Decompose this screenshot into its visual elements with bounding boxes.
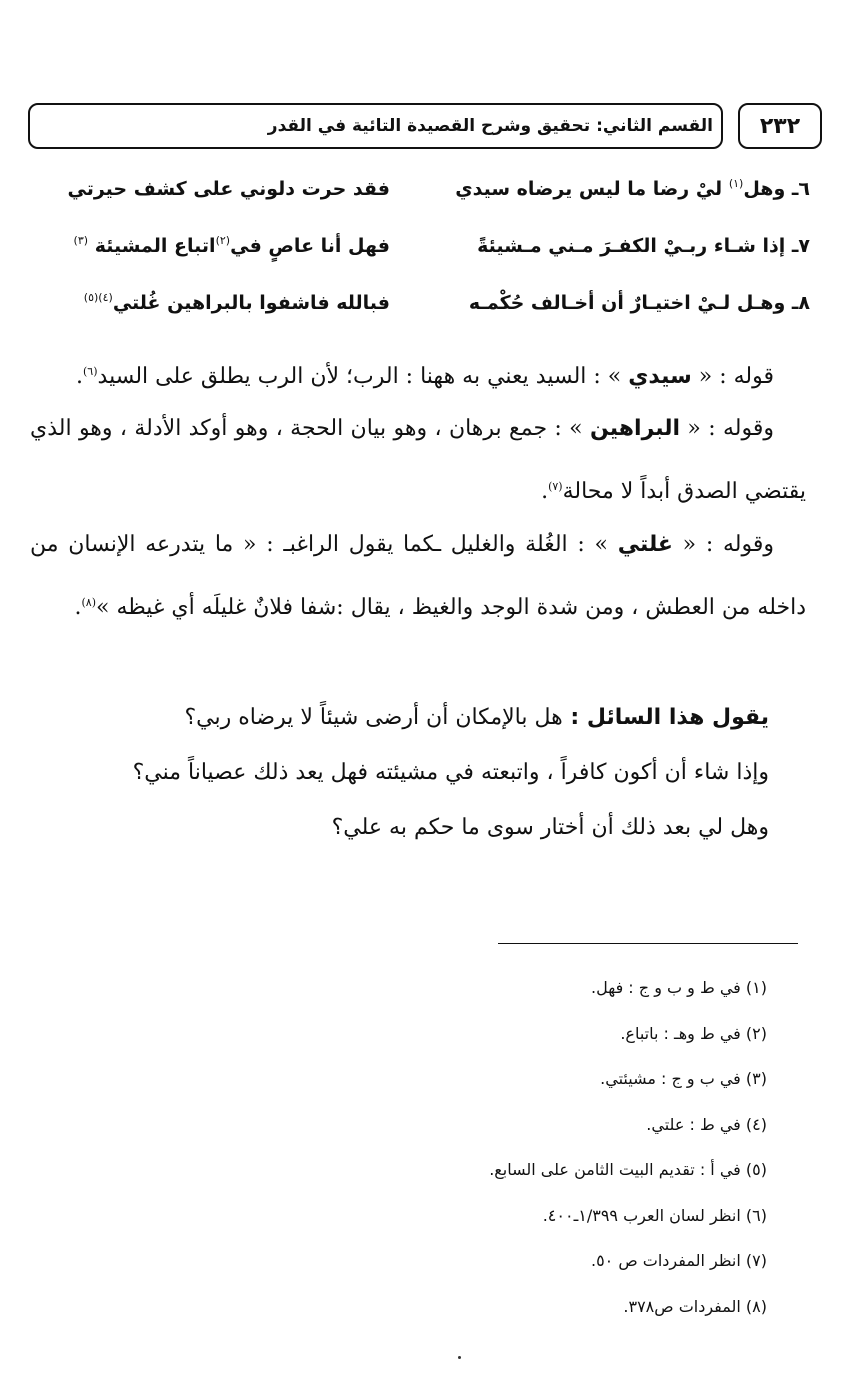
commentary-text: » : السيد يعني به ههنا : الرب؛ لأن الرب يطلق على السيد bbox=[97, 364, 629, 389]
questions-block bbox=[89, 690, 769, 855]
verse-text: فبالله فاشفوا بالبراهين غُلتي bbox=[112, 292, 390, 314]
footnote-ref: (٨) bbox=[81, 596, 96, 609]
running-title bbox=[28, 103, 723, 149]
footnote: (٢) في ط وهـ : باتباع. bbox=[620, 1023, 767, 1043]
page-number bbox=[738, 103, 822, 149]
verse-7-first-hemistich bbox=[400, 235, 810, 257]
question-text: وهل لي بعد ذلك أن أختار سوى ما حكم به علي؟ bbox=[331, 815, 769, 840]
commentary-text: وقوله : « bbox=[672, 532, 774, 557]
footnote: (٨) المفردات ص٣٧٨. bbox=[623, 1296, 767, 1316]
question-line bbox=[89, 800, 769, 855]
verse-text: فهل أنا عاصٍ في bbox=[230, 235, 390, 257]
page-number-text: ٢٣٢ bbox=[759, 113, 801, 139]
commentary-sayyidi bbox=[30, 343, 806, 406]
footnote-ref: (٧) bbox=[548, 480, 563, 493]
footnote: (٦) انظر لسان العرب ١/٣٩٩ـ٤٠٠. bbox=[542, 1205, 767, 1225]
verse-number: ٦ bbox=[798, 178, 810, 200]
footnote: (٥) في أ : تقديم البيت الثامن على السابع. bbox=[489, 1160, 767, 1179]
footnotes bbox=[32, 965, 767, 1329]
footnote-ref: (٤)(٥) bbox=[83, 291, 113, 304]
question-text: هل بالإمكان أن أرضى شيئاً لا يرضاه ربي؟ bbox=[184, 705, 563, 730]
commentary-text: . bbox=[76, 364, 83, 389]
footnote-separator bbox=[498, 943, 798, 944]
question-line bbox=[89, 690, 769, 745]
commentary-ghulati bbox=[30, 516, 806, 637]
question-text: وإذا شاء أن أكون كافراً ، واتبعته في مشيئته فهل يعد ذلك عصياناً مني؟ bbox=[132, 760, 769, 785]
commentary-text: قوله : « bbox=[691, 364, 774, 389]
footnote-ref: (٣) bbox=[73, 234, 89, 247]
commentary-term: غلتي bbox=[617, 532, 673, 557]
commentary-text: . bbox=[541, 479, 549, 504]
footnote: (٤) في ط : علتي. bbox=[646, 1114, 767, 1134]
verse-7-second-hemistich bbox=[30, 234, 390, 257]
commentary-term: سيدي bbox=[628, 364, 692, 389]
verse-8-first-hemistich bbox=[400, 292, 810, 314]
questions-lead: يقول هذا السائل : bbox=[562, 705, 769, 730]
verse-number: ٧ bbox=[798, 234, 810, 257]
commentary-text: » : الغُلة والغليل ـكما يقول الراغبـ : « ما يتدرعه الإنسان من داخله من العطش ، ومن شدة الوجد والغيظ ، يقال :شفا فلانٌ غليلَه أي غيظه » bbox=[30, 532, 806, 620]
verse-text: ـ وهل bbox=[743, 178, 799, 200]
commentary-barahin bbox=[30, 400, 806, 521]
footnote-ref: (٦) bbox=[83, 365, 98, 378]
poem-verses bbox=[30, 160, 810, 331]
commentary-text: وقوله : « bbox=[680, 416, 774, 441]
verse-6 bbox=[30, 160, 810, 217]
verse-7 bbox=[30, 217, 810, 274]
running-header bbox=[28, 103, 822, 153]
verse-text: فقد حرت دلوني على كشف حيرتي bbox=[67, 177, 390, 200]
verse-text: ليْ رضا ما ليس يرضاه سيدي bbox=[455, 178, 729, 200]
verse-8 bbox=[30, 274, 810, 331]
verse-8-second-hemistich bbox=[30, 291, 390, 314]
commentary-text: . bbox=[74, 595, 82, 620]
footnote-ref: (٢) bbox=[215, 234, 231, 247]
footnote: (٣) في ب و ج : مشيئتي. bbox=[600, 1069, 767, 1088]
running-title-text: القسم الثاني: تحقيق وشرح القصيدة التائية في القدر bbox=[267, 116, 713, 136]
print-speck bbox=[458, 1356, 461, 1359]
question-line bbox=[89, 745, 769, 800]
commentary-term: البراهين bbox=[590, 416, 681, 441]
footnote: (٧) انظر المفردات ص ٥٠. bbox=[590, 1251, 767, 1270]
verse-6-first-hemistich bbox=[400, 177, 810, 200]
verse-text: اتباع المشيئة bbox=[94, 235, 216, 257]
verse-text: ـ وهـل لـيْ اختيـارٌ أن أخـالف حُكْمـه bbox=[468, 291, 799, 314]
footnote: (١) في ط و ب و ج : فهل. bbox=[590, 978, 767, 997]
verse-number: ٨ bbox=[798, 291, 810, 314]
verse-6-second-hemistich bbox=[30, 178, 390, 200]
verse-text: ـ إذا شـاء ربـيْ الكفـرَ مـني مـشيئةً bbox=[477, 234, 799, 257]
commentary-text: » : جمع برهان ، وهو بيان الحجة ، وهو أوكد الأدلة ، وهو الذي يقتضي الصدق أبداً لا محالة bbox=[30, 416, 806, 504]
footnote-ref: (١) bbox=[728, 177, 744, 190]
